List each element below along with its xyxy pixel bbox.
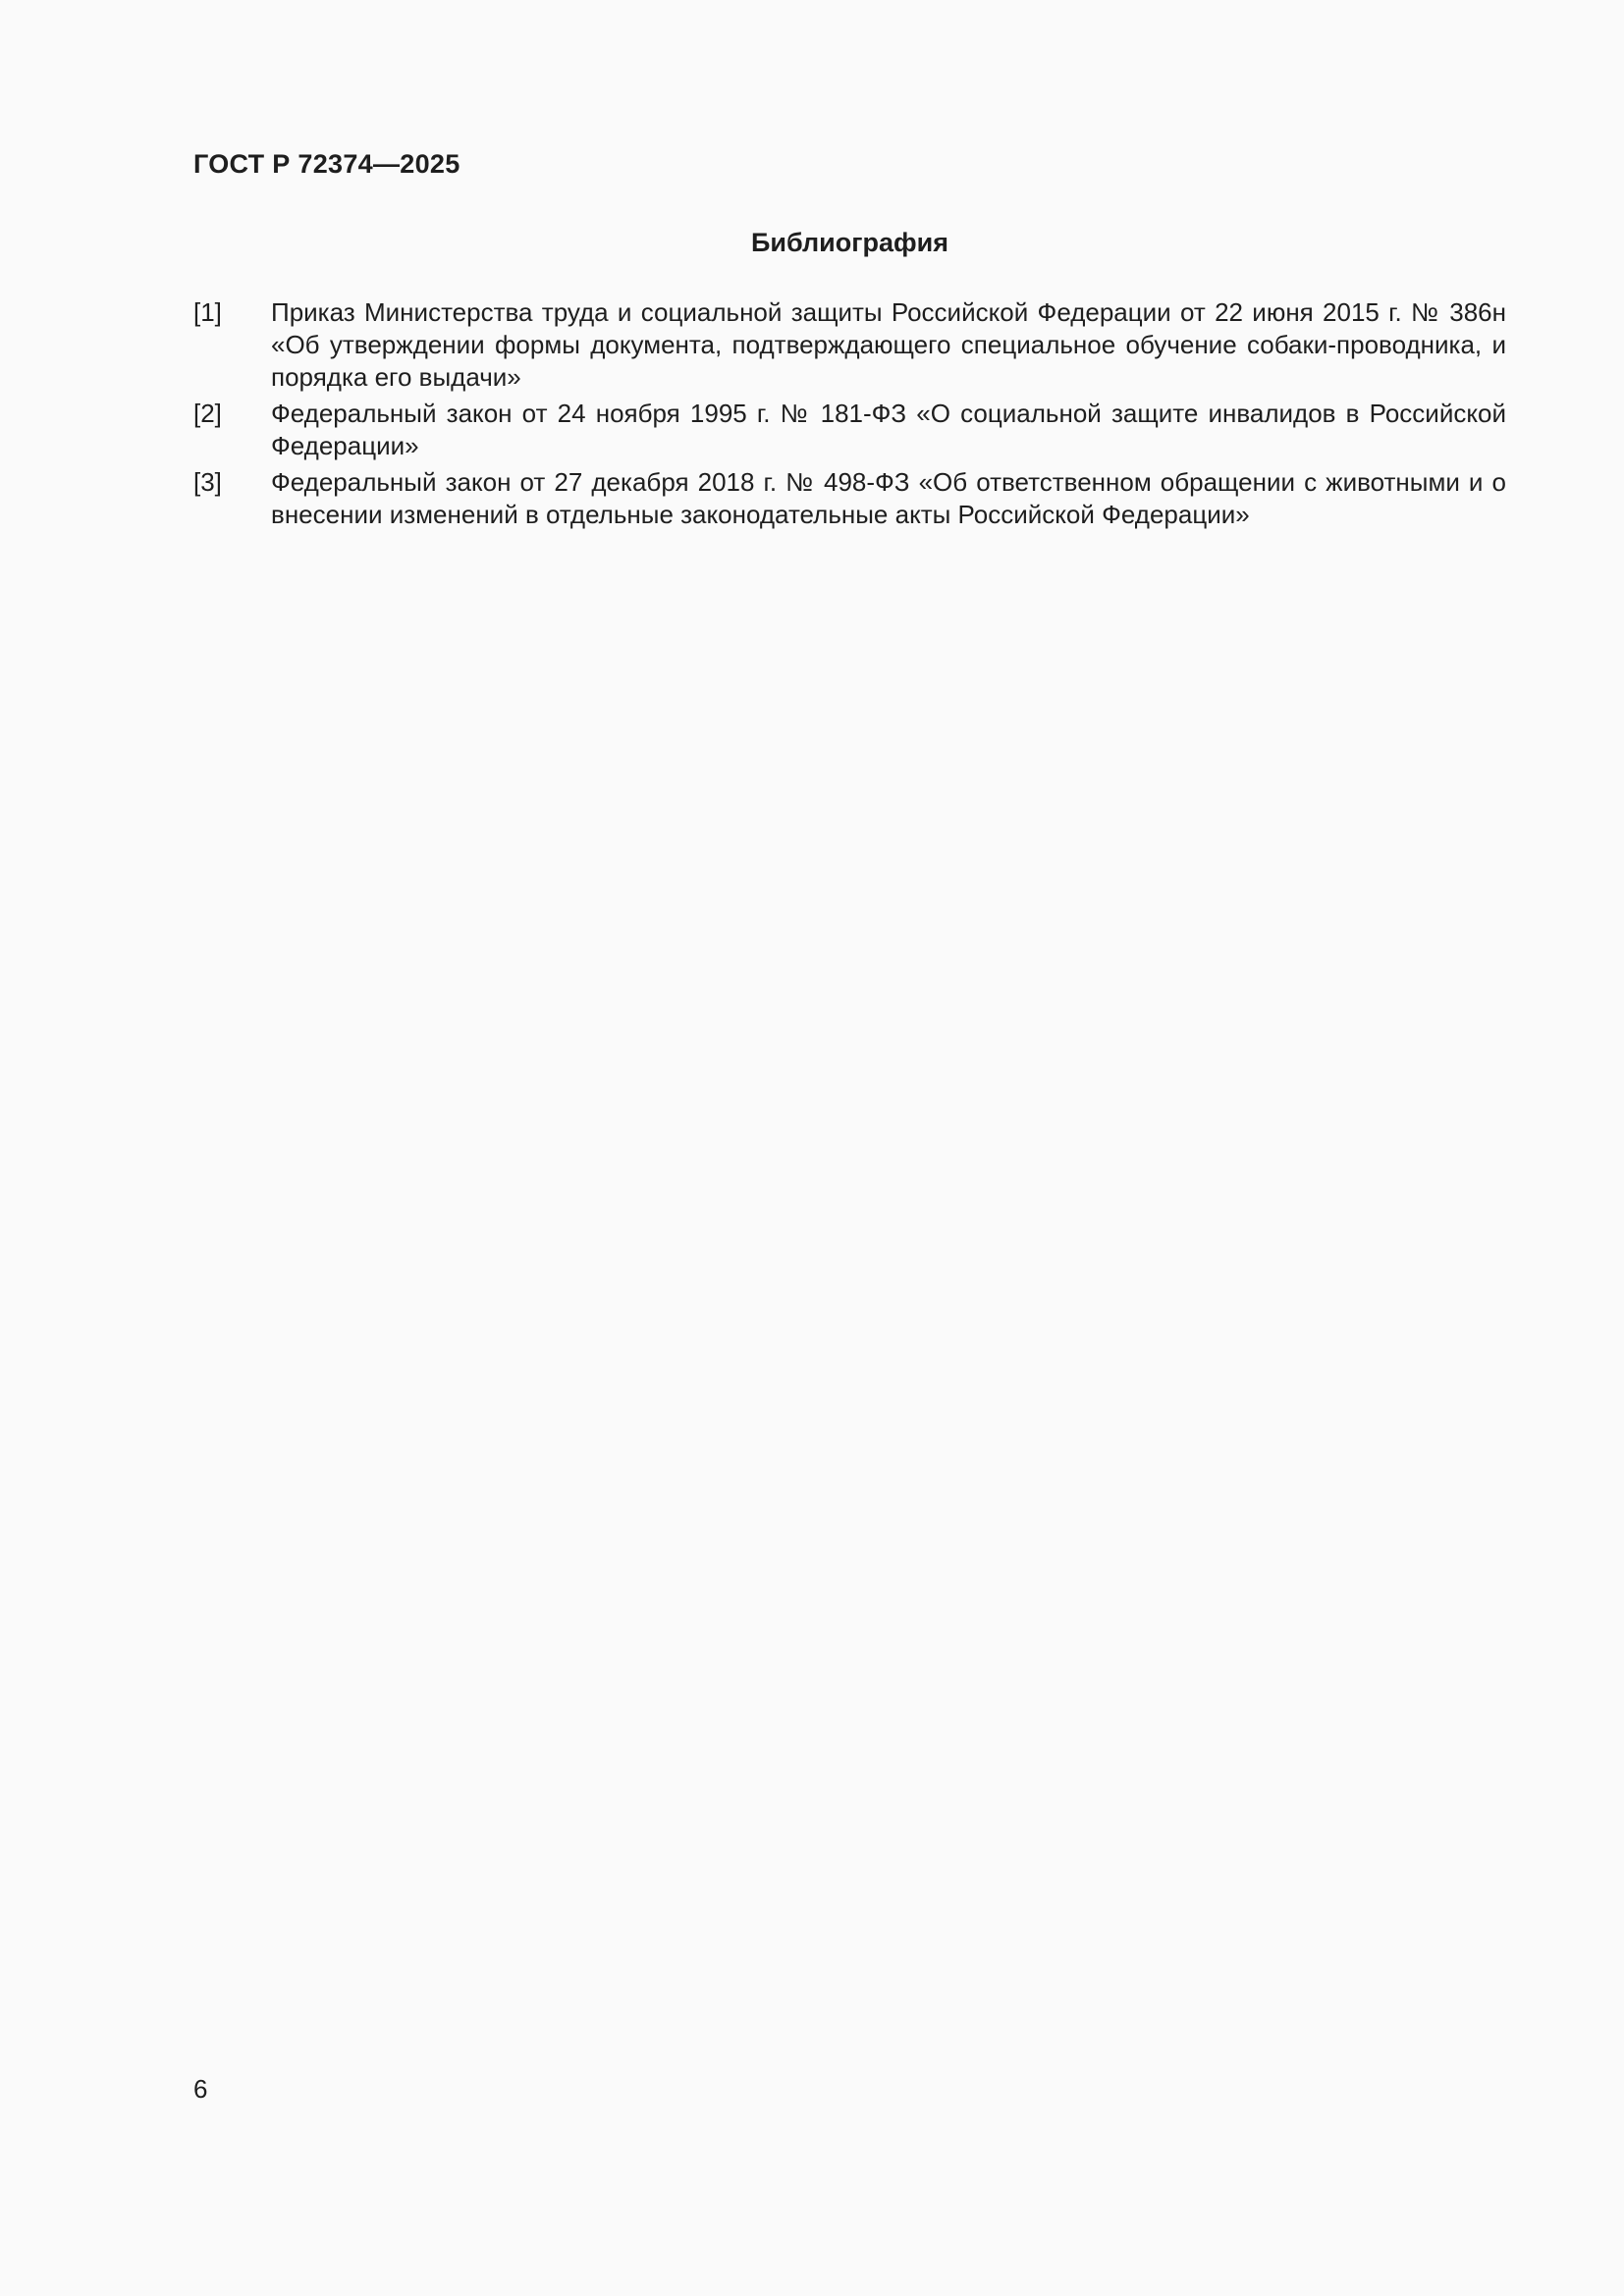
bibliography-list xyxy=(193,296,1506,535)
bibliography-item-text: Приказ Министерства труда и социальной защиты Российской Федерации от 22 июня 2015 г. № 386н «Об утверждении формы документа, подтверждающего специальное обучение собаки-проводника, и порядка его выдачи» xyxy=(271,297,1506,392)
bibliography-item-text: Федеральный закон от 27 декабря 2018 г. № 498-ФЗ «Об ответственном обращении с животными и о внесении изменений в отдельные законодательные акты Российской Федерации» xyxy=(271,467,1506,529)
bibliography-item-number: [3] xyxy=(193,467,222,497)
document-code: ГОСТ Р 72374—2025 xyxy=(193,149,460,179)
bibliography-item xyxy=(193,398,1506,462)
bibliography-item xyxy=(193,296,1506,394)
bibliography-item-number: [1] xyxy=(193,297,222,327)
bibliography-item-number: [2] xyxy=(193,399,222,428)
section-title: Библиография xyxy=(751,228,948,257)
page-number: 6 xyxy=(193,2074,208,2104)
bibliography-item-text: Федеральный закон от 24 ноября 1995 г. № 181-ФЗ «О социальной защите инвалидов в Российской Федерации» xyxy=(271,399,1506,460)
bibliography-item xyxy=(193,466,1506,531)
